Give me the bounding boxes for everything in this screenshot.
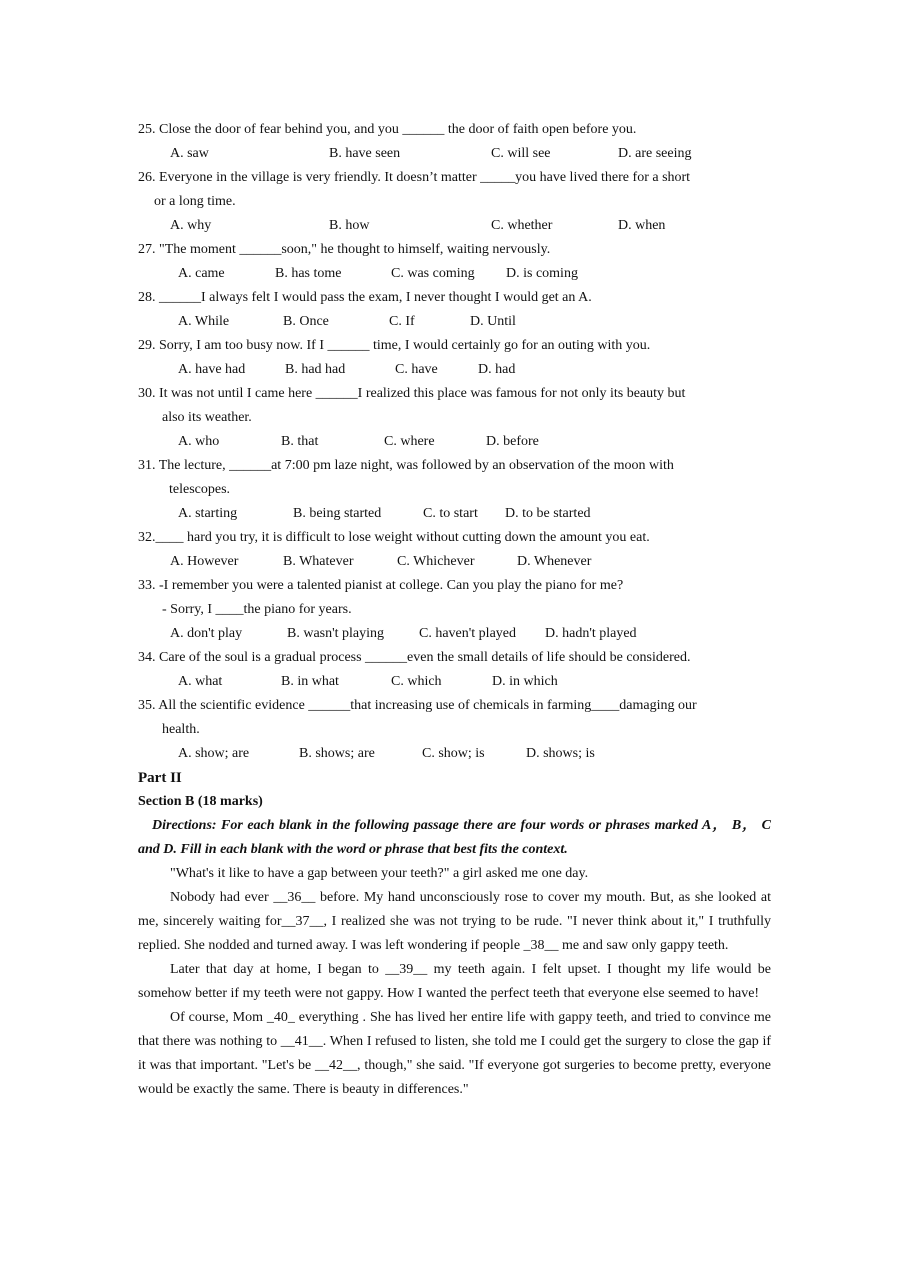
option-b: B. being started bbox=[293, 506, 382, 521]
option-c: C. If bbox=[389, 314, 415, 329]
option-d: D. hadn't played bbox=[545, 626, 637, 641]
option-a: A. what bbox=[178, 674, 223, 689]
option-a: A. saw bbox=[170, 146, 209, 161]
question-32: 32.____ hard you try, it is difficult to lose weight without cutting down the amount you eat. bbox=[138, 530, 650, 545]
option-a: A. show; are bbox=[178, 746, 250, 761]
option-d: D. shows; is bbox=[526, 746, 595, 761]
question-31: 31. The lecture, ______at 7:00 pm laze night, was followed by an observation of the moon with bbox=[138, 458, 674, 473]
option-d: D. is coming bbox=[506, 266, 578, 281]
options-31 bbox=[138, 502, 771, 526]
options-26 bbox=[138, 214, 771, 238]
passage-paragraph: "What's it like to have a gap between your teeth?" a girl asked me one day. bbox=[170, 866, 589, 881]
option-b: B. how bbox=[329, 218, 370, 233]
passage-paragraph: Nobody had ever __36__ before. My hand unconsciously rose to cover my mouth. But, as she looked at me, sincerely waiting for__37__, I realized she was not trying to be rude. "I never think about it," I truthfully replied. She nodded and turned away. I was left wondering if people _38__ me and saw only gappy teeth. bbox=[138, 890, 771, 953]
question-33-reply: - Sorry, I ____the piano for years. bbox=[162, 602, 352, 617]
option-b: B. that bbox=[281, 434, 319, 449]
option-c: C. which bbox=[391, 674, 442, 689]
option-c: C. where bbox=[384, 434, 435, 449]
option-a: A. have had bbox=[178, 362, 246, 377]
question-31-cont: telescopes. bbox=[169, 482, 231, 497]
option-b: B. wasn't playing bbox=[287, 626, 385, 641]
question-29: 29. Sorry, I am too busy now. If I ______ time, I would certainly go for an outing with you. bbox=[138, 338, 651, 353]
option-b: B. in what bbox=[281, 674, 339, 689]
question-35: 35. All the scientific evidence ______that increasing use of chemicals in farming____damaging our bbox=[138, 698, 697, 713]
option-a: A. While bbox=[178, 314, 230, 329]
option-a: A. came bbox=[178, 266, 225, 281]
section-title: Section B (18 marks) bbox=[138, 794, 263, 809]
passage-paragraph: Later that day at home, I began to __39__ my teeth again. I felt upset. I thought my life would be somehow better if my teeth were not gappy. How I wanted the perfect teeth that everyone else seemed to have! bbox=[138, 962, 771, 1001]
document-content bbox=[138, 118, 771, 1102]
option-d: D. Whenever bbox=[517, 554, 592, 569]
option-b: B. Whatever bbox=[283, 554, 354, 569]
options-30 bbox=[138, 430, 771, 454]
option-b: B. had had bbox=[285, 362, 346, 377]
question-25: 25. Close the door of fear behind you, and you ______ the door of faith open before you. bbox=[138, 122, 637, 137]
question-34: 34. Care of the soul is a gradual process ______even the small details of life should be considered. bbox=[138, 650, 691, 665]
option-c: C. show; is bbox=[422, 746, 485, 761]
option-a: A. don't play bbox=[170, 626, 243, 641]
options-33 bbox=[138, 622, 771, 646]
option-d: D. Until bbox=[470, 314, 516, 329]
option-d: D. when bbox=[618, 218, 666, 233]
option-a: A. starting bbox=[178, 506, 238, 521]
option-b: B. shows; are bbox=[299, 746, 375, 761]
options-25 bbox=[138, 142, 771, 166]
options-29 bbox=[138, 358, 771, 382]
option-a: A. However bbox=[170, 554, 239, 569]
question-30-cont: also its weather. bbox=[162, 410, 252, 425]
question-35-cont: health. bbox=[162, 722, 200, 737]
option-b: B. has tome bbox=[275, 266, 342, 281]
question-27: 27. "The moment ______soon," he thought to himself, waiting nervously. bbox=[138, 242, 551, 257]
option-b: B. have seen bbox=[329, 146, 401, 161]
option-c: C. haven't played bbox=[419, 626, 516, 641]
option-c: C. have bbox=[395, 362, 438, 377]
option-d: D. had bbox=[478, 362, 516, 377]
question-30: 30. It was not until I came here ______I realized this place was famous for not only its beauty but bbox=[138, 386, 686, 401]
option-b: B. Once bbox=[283, 314, 329, 329]
option-c: C. to start bbox=[423, 506, 478, 521]
question-26-cont: or a long time. bbox=[154, 194, 236, 209]
options-34 bbox=[138, 670, 771, 694]
option-d: D. before bbox=[486, 434, 539, 449]
part-title: Part II bbox=[138, 770, 182, 786]
options-27 bbox=[138, 262, 771, 286]
option-c: C. will see bbox=[491, 146, 551, 161]
options-32 bbox=[138, 550, 771, 574]
question-28: 28. ______I always felt I would pass the exam, I never thought I would get an A. bbox=[138, 290, 592, 305]
option-a: A. who bbox=[178, 434, 220, 449]
directions: Directions: For each blank in the following passage there are four words or phrases marked A， B， C and D. Fill in each blank with the word or phrase that best fits the context. bbox=[138, 818, 771, 857]
option-d: D. in which bbox=[492, 674, 558, 689]
passage-paragraph: Of course, Mom _40_ everything . She has lived her entire life with gappy teeth, and tried to convince me that there was nothing to __41__. When I refused to listen, she told me I could get the surgery to close the gap if it was that important. "Let's be __42__, though," she said. "If everyone got surgeries to become pretty, everyone would be exactly the same. There is beauty in differences." bbox=[138, 1010, 771, 1097]
option-c: C. Whichever bbox=[397, 554, 475, 569]
options-28 bbox=[138, 310, 771, 334]
option-d: D. to be started bbox=[505, 506, 591, 521]
option-a: A. why bbox=[170, 218, 212, 233]
question-33: 33. -I remember you were a talented pianist at college. Can you play the piano for me? bbox=[138, 578, 624, 593]
option-c: C. whether bbox=[491, 218, 553, 233]
question-26: 26. Everyone in the village is very friendly. It doesn’t matter _____you have lived there for a short bbox=[138, 170, 691, 185]
option-d: D. are seeing bbox=[618, 146, 692, 161]
option-c: C. was coming bbox=[391, 266, 475, 281]
options-35 bbox=[138, 742, 771, 766]
